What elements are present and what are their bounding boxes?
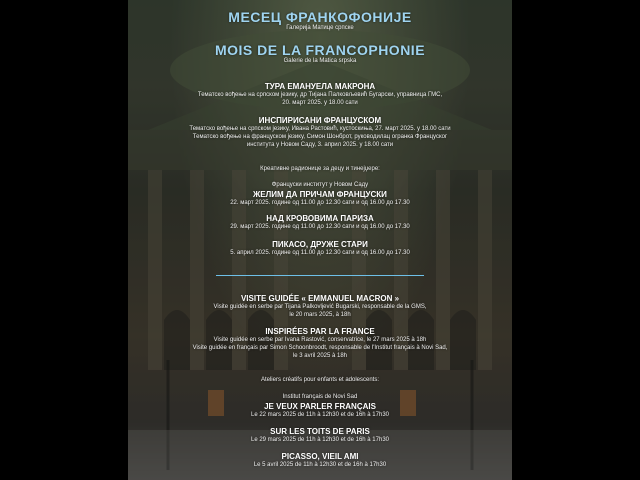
event-title: ИНСПИРИСАНИ ФРАНЦУСКОМ [258, 116, 382, 125]
event-line: Visite guidée en serbe par Tijana Palkovljević Bugarski, responsable de la GMS, [213, 304, 427, 310]
workshop-date: 22. март 2025. године од 11.00 до 12.30 сати и од 16.00 до 17.30 [230, 200, 410, 206]
event-line: Visite guidée en serbe par Ivana Rastović, conservatrice, le 27 mars 2025 à 18h [213, 337, 427, 343]
poster [128, 0, 512, 480]
event-title: INSPIRÉES PAR LA FRANCE [265, 327, 375, 336]
workshops-intro: Креативне радионице за децу и тинејџере: [260, 166, 380, 172]
event-line: Тематско вођење на српском језику, др Тијана Палковљевић Бугарски, управница ГМС, [197, 92, 443, 98]
title-fr: MOIS DE LA FRANCOPHONIE [214, 42, 426, 58]
institute-name: Institut français de Novi Sad [282, 394, 358, 400]
institute-name: Француски институт у Новом Саду [271, 182, 369, 188]
event-title: VISITE GUIDÉE « EMMANUEL MACRON » [240, 294, 400, 303]
workshop-date: Le 29 mars 2025 de 11h à 12h30 et de 16h à 17h30 [250, 437, 389, 443]
workshop-title: НАД КРОВОВИМА ПАРИЗА [266, 214, 374, 223]
title-sr: МЕСЕЦ ФРАНКОФОНИЈЕ [228, 9, 412, 25]
event-line: Тематско вођење на француском језику, Симон Шонброт, руководилац огранка Француског [192, 134, 448, 140]
event-line: Visite guidée en français par Simon Schoonbroodt, responsable de l'Institut français à Novi Sad, [192, 345, 448, 351]
workshops-intro: Ateliers créatifs pour enfants et adolescents: [260, 377, 380, 383]
workshop-title: ПИКАСО, ДРУЖЕ СТАРИ [272, 240, 368, 249]
event-line: Тематско вођење на српском језику, Ивана Растовић, кустоскиња, 27. март 2025. у 18.00 сати [189, 126, 451, 132]
event-line: 20. март 2025. у 18.00 сати [282, 100, 358, 106]
divider [216, 275, 424, 276]
workshop-title: SUR LES TOITS DE PARIS [270, 427, 370, 436]
subtitle-sr: Галерија Матице српске [286, 25, 354, 31]
workshop-title: JE VEUX PARLER FRANÇAIS [264, 402, 376, 411]
workshop-date: Le 22 mars 2025 de 11h à 12h30 et de 16h à 17h30 [250, 412, 389, 418]
workshop-date: 29. март 2025. године од 11.00 до 12.30 сати и од 16.00 до 17.30 [230, 224, 410, 230]
event-title: ТУРА ЕМАНУЕЛА МАКРОНА [264, 82, 376, 91]
workshop-date: Le 5 avril 2025 de 11h à 12h30 et de 16h à 17h30 [253, 462, 387, 468]
subtitle-fr: Galerie de la Matica srpska [283, 58, 357, 64]
workshop-title: ЖЕЛИМ ДА ПРИЧАМ ФРАНЦУСКИ [253, 190, 387, 199]
event-line: института у Новом Саду, 3. април 2025. у 18.00 сати [246, 142, 394, 148]
event-line: le 3 avril 2025 à 18h [292, 353, 348, 359]
event-line: le 20 mars 2025, à 18h [289, 312, 351, 318]
workshop-title: PICASSO, VIEIL AMI [281, 452, 359, 461]
workshop-date: 5. април 2025. године од 11.00 до 12.30 сати и од 16.00 до 17.30 [230, 250, 410, 256]
